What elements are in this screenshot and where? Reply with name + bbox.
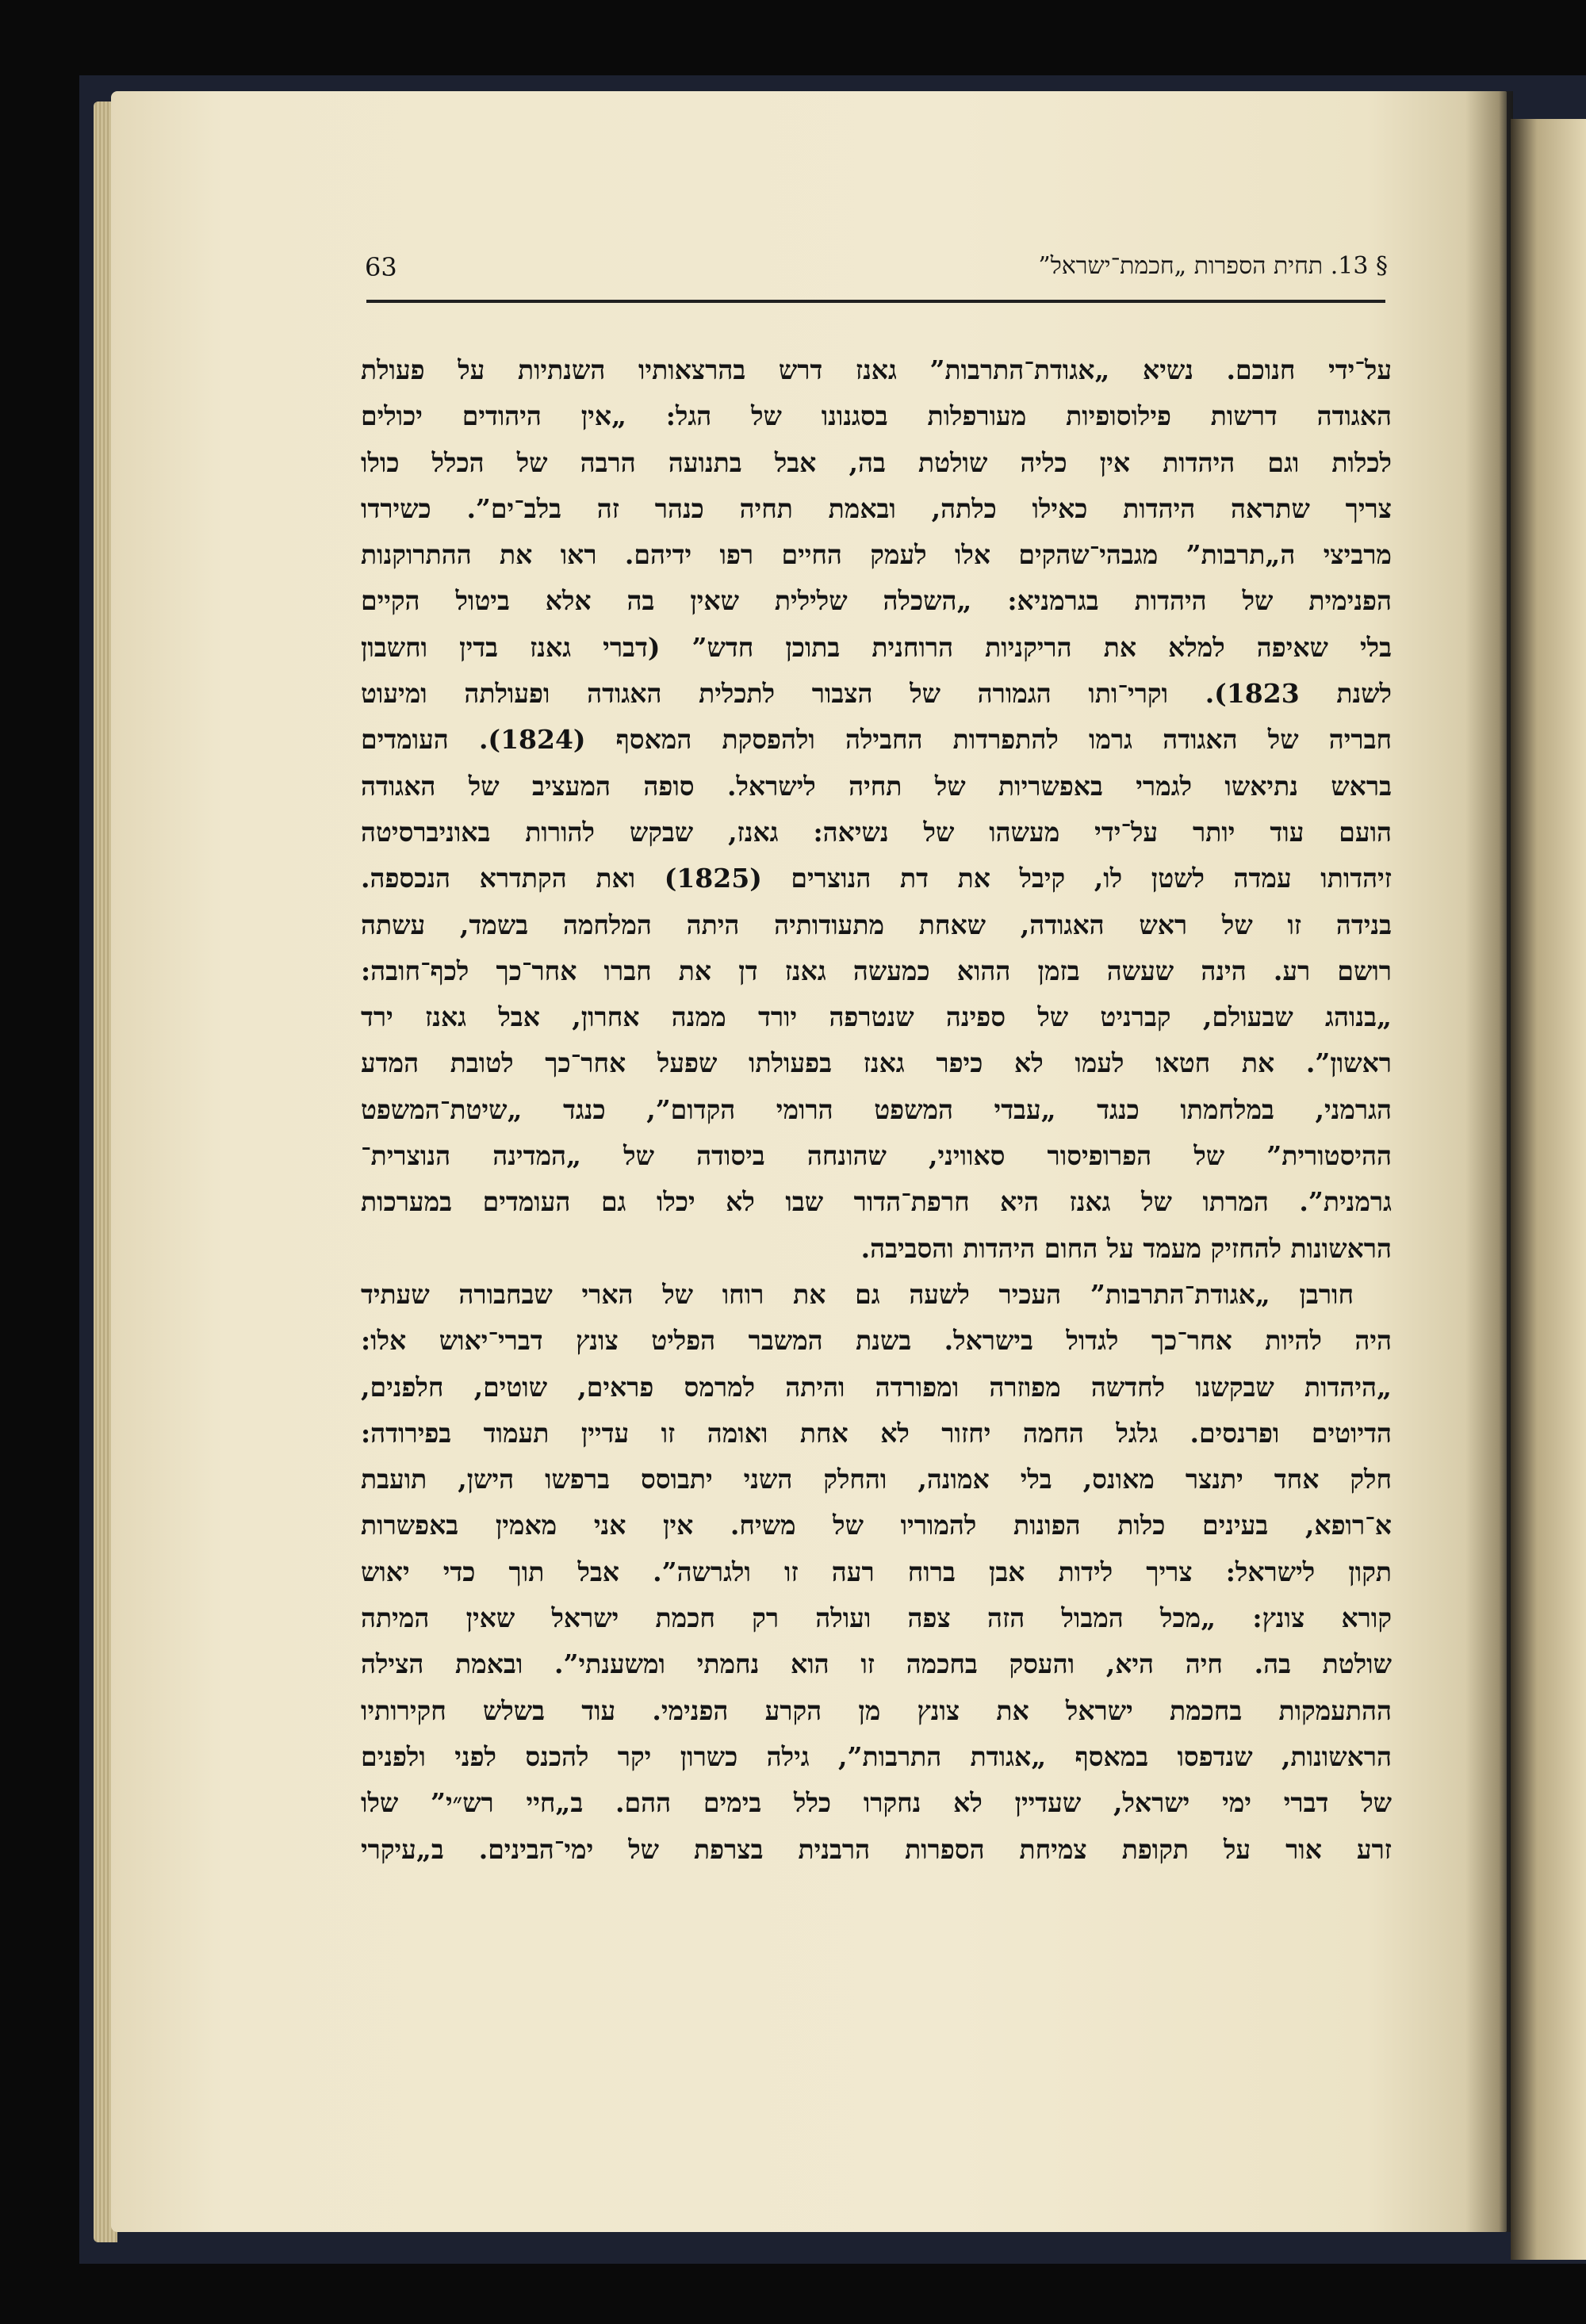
text-line: הראשונות, שנדפסו במאסף „אגודת התרבות”, גילה כשרון יקר להכנס לפני ולפנים xyxy=(361,1740,1392,1772)
text-line: „היהדות שבקשנו לחדשה מפוזרה ומפורדה והיתה למרמס פראים, שוטים, חלפנים, xyxy=(361,1371,1392,1403)
paragraph-start-line: חורבן „אגודת־התרבות” העכיר לשעה גם את רוחו של הארי שבחבורה שעתיד xyxy=(361,1278,1354,1310)
text-line: זיהדותו עמדה לשטן לו, קיבל את דת הנוצרים (1825) ואת הקתדרא הנכספה. xyxy=(361,863,1392,894)
text-line: רושם רע. הינה שעשה בזמן ההוא כמעשה גאנז דן את חברו אחר־כך לכף־חובה: xyxy=(361,955,1392,986)
text-line: בלי שאיפה למלא את הריקניות הרוחנית בתוכן חדש” (דברי גאנז בדין וחשבון xyxy=(361,631,1392,663)
text-line: לכלות וגם היהדות אין כליה שולטת בה, אבל בתנועה הרבה של הכלל כולו xyxy=(361,446,1392,478)
text-line: בנידה זו של ראש האגודה, שאחת מתעודותיה היתה המלחמה בשמד, עשתה xyxy=(361,909,1392,940)
text-line: צריך שתראה היהדות כאילו כלתה, ובאמת תחיה כנהר זה בלב־ים”. כשירדו xyxy=(361,492,1392,524)
text-line: תקון לישראל: צריך לידות אבן ברוח רעה זו ולגרשה”. אבל תוך כדי יאוש xyxy=(361,1556,1392,1587)
text-line: ההתעמקות בחכמת ישראל את צונץ מן הקרע הפנימי. עוד בשלש חקירותיו xyxy=(361,1694,1392,1726)
text-line: זרע אור על תקופת צמיחת הספרות הרבנית בצרפת של ימי־הבינים. ב„עיקרי xyxy=(361,1833,1392,1865)
text-line: קורא צונץ: „מכל המבול הזה צפה ועולה רק חכמת ישראל שאין המיתה xyxy=(361,1602,1392,1634)
text-line: הגרמני, במלחמתו כנגד „עבדי המשפט הרומי הקדום”, כנגד „שיטת־המשפט xyxy=(361,1093,1392,1125)
text-line: האגודה דרשות פילוסופיות מעורפלות בסגנונו של הגל: „אין היהודים יכולים xyxy=(361,400,1392,432)
facing-page-edge xyxy=(1511,119,1586,2260)
text-line: הדיוטים ופרנסים. גלגל החמה יחזור לא אחת ואומה זו עדיין תעמוד בפירודה: xyxy=(361,1417,1392,1449)
header-rule xyxy=(366,300,1385,303)
running-head-title: § 13. תחית הספרות „חכמת־ישראל” xyxy=(1038,252,1388,280)
text-line: הועם עוד יותר על־ידי מעשהו של נשיאה: גאנז, שבקש להורות באוניברסיטה xyxy=(361,816,1392,848)
text-line: לשנת 1823). וקרי־ותו הגמורה של הצבור לתכלית האגודה ופעולתה ומיעוט xyxy=(361,678,1392,710)
text-line: ההיסטורית” של הפרופיסור סאוויני, שהונחה ביסודה של „המדינה הנוצרית־ xyxy=(361,1140,1392,1172)
text-line: שולטת בה. חיה היא, והעסק בחכמה זו הוא נחמתי ומשענתי”. ובאמת הצילה xyxy=(361,1648,1392,1680)
text-line: הפנימית של היהדות בגרמניא: „השכלה שלילית שאין בה אלא ביטול הקיים xyxy=(361,585,1392,617)
paragraph-end-line: הראשונות להחזיק מעמד על החום היהדות והסביבה. xyxy=(860,1232,1392,1264)
text-line: של דברי ימי ישראל, שעדיין לא נחקרו כלל בימים ההם. ב„חיי רש״י” שלו xyxy=(361,1787,1392,1819)
text-line: בראש נתיאשו לגמרי באפשריות של תחיה לישראל. סופה המעציב של האגודה xyxy=(361,770,1392,802)
body-text xyxy=(361,347,1392,1873)
text-line: היה להיות אחר־כך לגדול בישראל. בשנת המשבר הפליט צונץ דברי־יאוש אלו: xyxy=(361,1325,1392,1357)
text-line: גרמנית”. המרתו של גאנז היא חרפת־הדור שבו לא יכלו גם העומדים במערכות xyxy=(361,1186,1392,1218)
text-line: מרביצי ה„תרבות” מגבהי־שהקים אלו לעמק החיים רפו ידיהם. ראו את ההתרוקנות xyxy=(361,539,1392,571)
text-line: חבריה של האגודה גרמו להתפרדות החבילה ולהפסקת המאסף (1824). העומדים xyxy=(361,724,1392,756)
text-line: א־רופא, בעינים כלות הפונות להמוריו של משיח. אין אני מאמין באפשרות xyxy=(361,1510,1392,1541)
text-line: על־ידי חנוכם. נשיא „אגודת־התרבות” גאנז דרש בהרצאותיו השנתיות על פעולת xyxy=(361,354,1392,385)
text-line: חלק אחד יתנצר מאונס, בלי אמונה, והחלק השני יתבוסס ברפשו הישן, תועבת xyxy=(361,1464,1392,1495)
running-header xyxy=(365,252,1388,292)
text-line: ראשון”. את חטאו לעמו לא כיפר גאנז בפעולתו שפעל אחר־כך לטובת המדע xyxy=(361,1047,1392,1079)
book-gutter xyxy=(1465,91,1513,2232)
page-number: 63 xyxy=(365,252,397,282)
text-line: „בנוהג שבעולם, קברניט של ספינה שנטרפה יורד ממנה אחרון, אבל גאנז ירד xyxy=(361,1001,1392,1033)
